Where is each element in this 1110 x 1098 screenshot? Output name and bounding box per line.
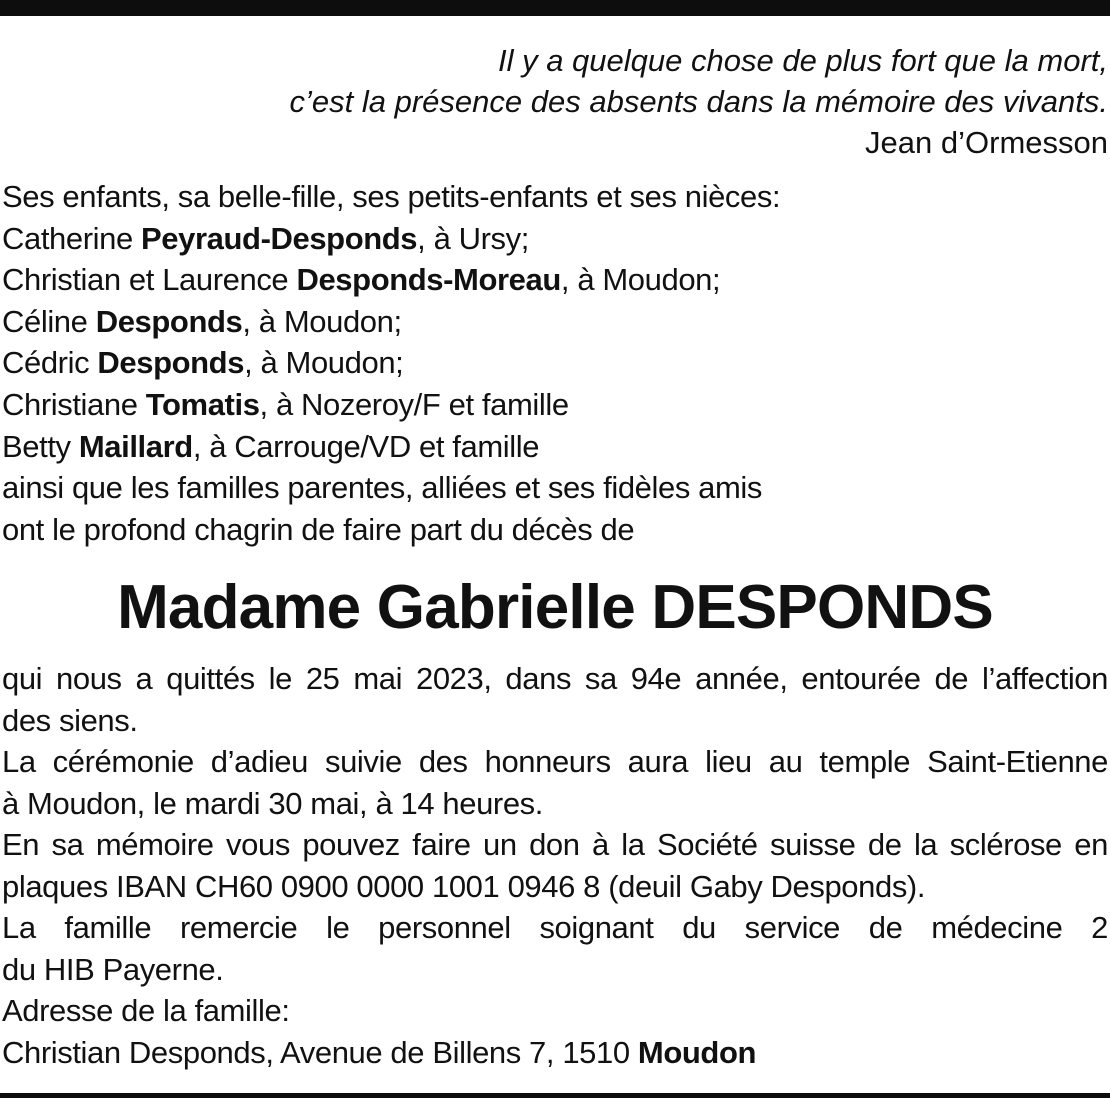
family-member [2, 259, 780, 301]
quote-author: Jean d’Ormesson [865, 125, 1108, 160]
top-rule [0, 0, 1110, 16]
member-last: Desponds-Moreau [296, 262, 561, 298]
address-label: Adresse de la famille: [2, 993, 290, 1028]
member-first: Cédric [2, 345, 98, 381]
quote-line-2: c’est la présence des absents dans la mémoire des vivants. [289, 84, 1108, 119]
family-member [2, 218, 780, 260]
member-first: Christian et Laurence [2, 262, 297, 298]
member-last: Desponds [97, 345, 245, 381]
member-first: Céline [2, 303, 96, 339]
member-first: Catherine [2, 220, 142, 256]
details-line: à Moudon, le mardi 30 mai, à 14 heures. [2, 785, 543, 821]
address-street: Christian Desponds, Avenue de Billens 7, 1510 [2, 1034, 638, 1070]
family-outro-2: ont le profond chagrin de faire part du décès de [2, 511, 635, 547]
details-line: La cérémonie d’adieu suivie des honneurs aura lieu au temple Saint-Etienne [2, 744, 1108, 779]
deceased-name: Madame Gabrielle DESPONDS [117, 573, 993, 642]
member-last: Peyraud-Desponds [141, 220, 418, 256]
family-address [2, 1032, 1108, 1074]
member-place: , à Nozeroy/F et famille [259, 386, 569, 422]
member-place: , à Moudon; [242, 303, 402, 339]
member-first: Betty [2, 428, 79, 464]
member-first: Christiane [2, 386, 146, 422]
family-member [2, 384, 780, 426]
address-city: Moudon [637, 1034, 757, 1070]
family-outro-1: ainsi que les familles parentes, alliées et ses fidèles amis [2, 470, 762, 506]
member-place: , à Carrouge/VD et famille [192, 428, 540, 464]
family-list [2, 176, 780, 550]
family-member [2, 342, 780, 384]
epigraph [290, 40, 1108, 163]
details-line: En sa mémoire vous pouvez faire un don à la Société suisse de la sclérose en [2, 827, 1108, 862]
member-last: Maillard [78, 428, 193, 464]
member-place: , à Moudon; [560, 262, 721, 298]
bottom-rule [0, 1093, 1110, 1098]
family-member [2, 426, 780, 468]
details-line: La famille remercie le personnel soignant du service de médecine 2 [2, 910, 1108, 945]
member-last: Desponds [95, 303, 243, 339]
quote-line-1: Il y a quelque chose de plus fort que la mort, [497, 43, 1108, 78]
family-intro: Ses enfants, sa belle-fille, ses petits-enfants et ses nièces: [2, 179, 781, 214]
member-place: , à Moudon; [244, 345, 404, 381]
details [2, 658, 1108, 1073]
family-member [2, 301, 780, 343]
details-line: qui nous a quittés le 25 mai 2023, dans sa 94e année, entourée de l’affection [2, 661, 1108, 696]
details-line: du HIB Payerne. [2, 951, 224, 987]
details-line: des siens. [2, 702, 138, 738]
details-line: plaques IBAN CH60 0900 0000 1001 0946 8 (deuil Gaby Desponds). [2, 868, 926, 904]
member-last: Tomatis [145, 386, 260, 422]
member-place: , à Ursy; [417, 220, 529, 256]
